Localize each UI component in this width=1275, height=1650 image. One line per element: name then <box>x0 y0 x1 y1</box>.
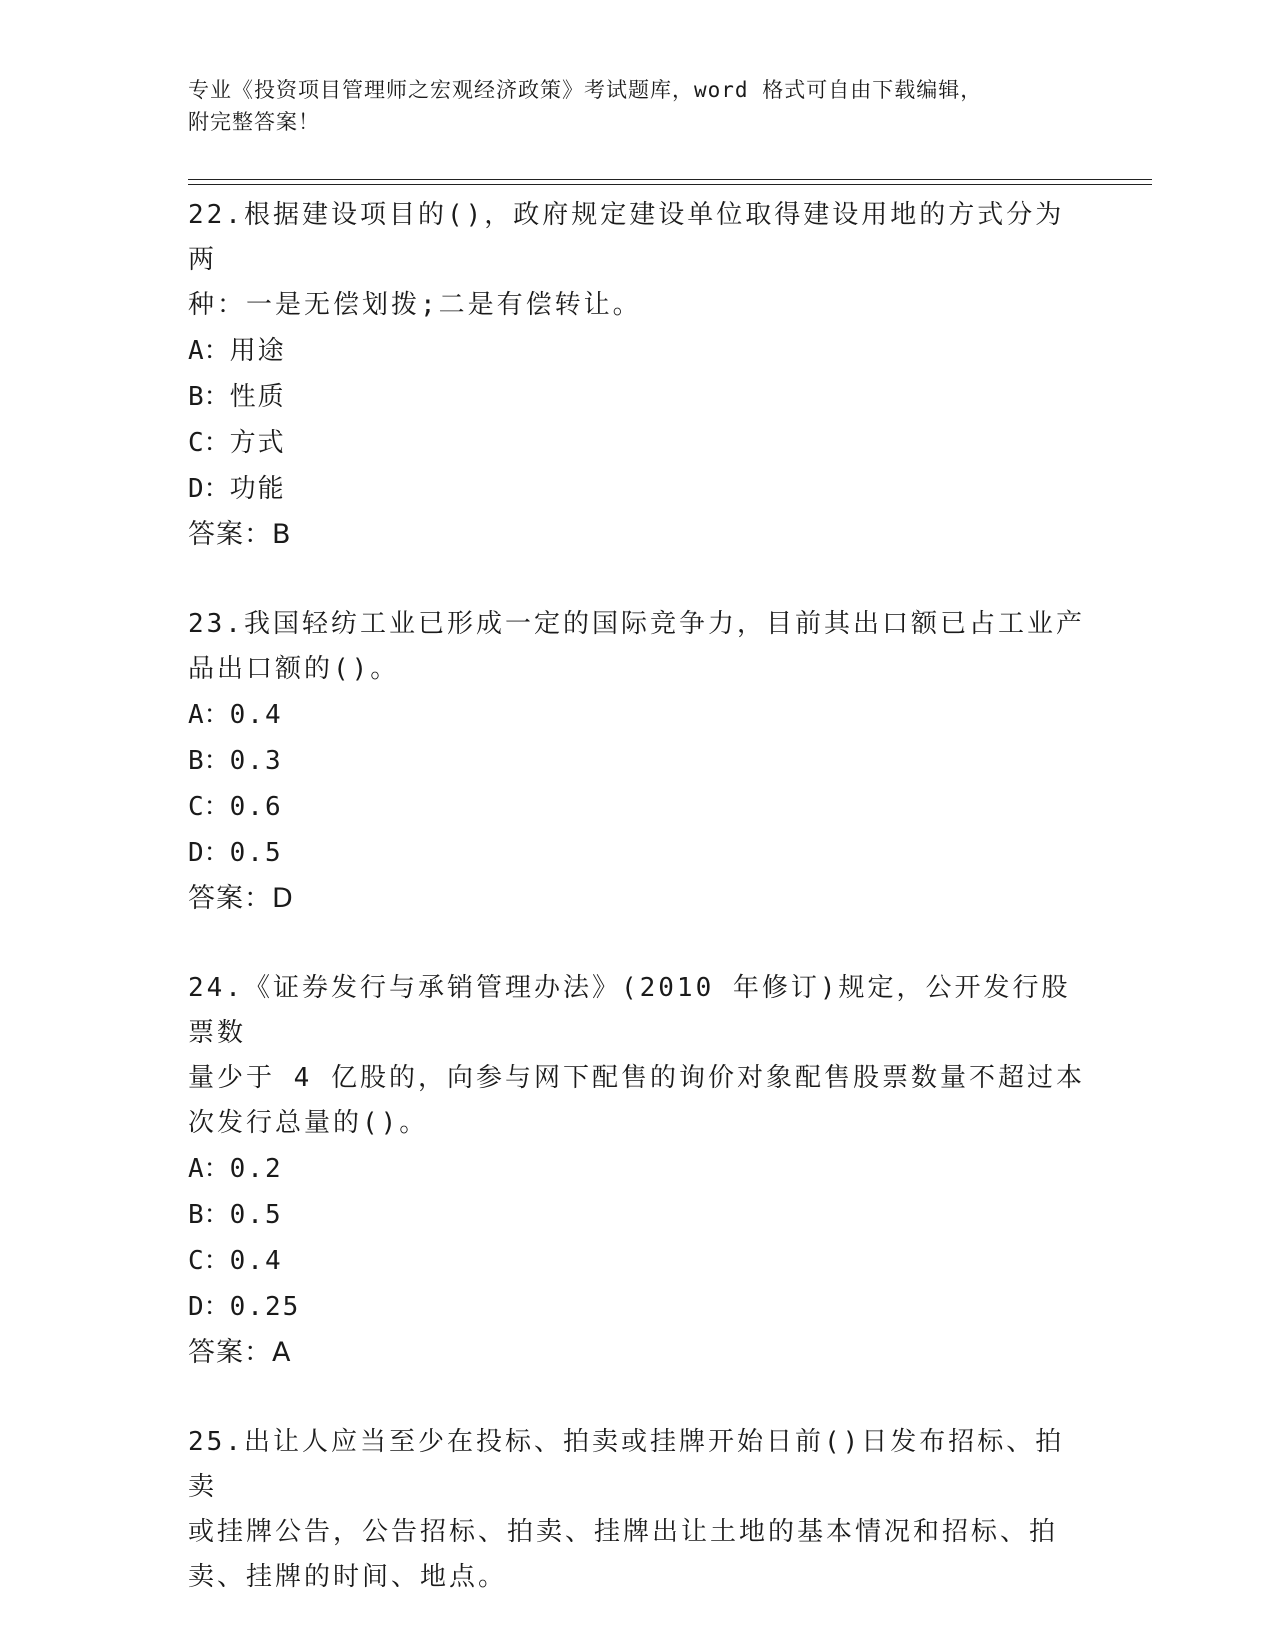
option-key: B： <box>188 382 230 412</box>
option-text: 性质 <box>229 382 286 412</box>
stem-line: 或挂牌公告，公告招标、拍卖、挂牌出让土地的基本情况和招标、拍 <box>188 1517 1059 1547</box>
header-divider-top <box>188 179 1152 180</box>
option-b <box>188 738 1088 784</box>
option-text: 0.25 <box>229 1292 301 1322</box>
option-key: D： <box>188 838 230 868</box>
stem-line: 24.《证券发行与承销管理办法》(2010 年修订)规定，公开发行股票数 <box>188 973 1071 1048</box>
stem-line: 卖、挂牌的时间、地点。 <box>188 1562 508 1592</box>
option-key: D： <box>188 1292 230 1322</box>
answer-line: 答案：A <box>188 1337 292 1368</box>
option-a <box>188 692 1088 738</box>
option-c <box>188 784 1088 830</box>
question-25 <box>188 1420 1088 1600</box>
stem-line: 23.我国轻纺工业已形成一定的国际竞争力，目前其出口额已占工业产 <box>188 609 1085 639</box>
question-23 <box>188 602 1088 922</box>
question-22 <box>188 193 1088 558</box>
option-text: 0.5 <box>229 838 283 868</box>
option-b <box>188 374 1088 420</box>
option-key: A： <box>188 1154 230 1184</box>
answer-line: 答案：B <box>188 519 292 550</box>
question-stem <box>188 1420 1088 1600</box>
option-a <box>188 328 1088 374</box>
header-line-1: 专业《投资项目管理师之宏观经济政策》考试题库，word 格式可自由下载编辑， <box>188 78 983 102</box>
option-text: 用途 <box>229 336 286 366</box>
stem-line: 次发行总量的()。 <box>188 1108 429 1138</box>
option-text: 0.4 <box>229 1246 283 1276</box>
option-key: D： <box>188 474 230 504</box>
option-text: 0.3 <box>229 746 283 776</box>
option-d <box>188 466 1088 512</box>
option-key: A： <box>188 700 230 730</box>
option-key: A： <box>188 336 230 366</box>
option-d <box>188 830 1088 876</box>
option-text: 方式 <box>229 428 286 458</box>
option-key: C： <box>188 428 230 458</box>
question-24 <box>188 966 1088 1376</box>
option-text: 0.5 <box>229 1200 283 1230</box>
question-stem <box>188 966 1088 1146</box>
option-text: 0.6 <box>229 792 283 822</box>
document-header <box>188 74 1088 138</box>
option-key: B： <box>188 746 230 776</box>
question-stem <box>188 602 1088 692</box>
stem-line: 25.出让人应当至少在投标、拍卖或挂牌开始日前()日发布招标、拍卖 <box>188 1427 1065 1502</box>
option-key: B： <box>188 1200 230 1230</box>
option-text: 0.2 <box>229 1154 283 1184</box>
stem-line: 22.根据建设项目的()，政府规定建设单位取得建设用地的方式分为两 <box>188 200 1065 275</box>
option-text: 功能 <box>229 474 286 504</box>
option-c <box>188 420 1088 466</box>
option-key: C： <box>188 792 230 822</box>
option-b <box>188 1192 1088 1238</box>
option-a <box>188 1146 1088 1192</box>
header-divider-bottom <box>188 184 1152 185</box>
header-line-2: 附完整答案！ <box>188 110 320 134</box>
stem-line: 品出口额的()。 <box>188 654 400 684</box>
stem-line: 量少于 4 亿股的，向参与网下配售的询价对象配售股票数量不超过本 <box>188 1063 1085 1093</box>
stem-line: 种：一是无偿划拨;二是有偿转让。 <box>188 290 642 320</box>
question-list <box>188 193 1088 1644</box>
option-text: 0.4 <box>229 700 283 730</box>
option-c <box>188 1238 1088 1284</box>
answer-line: 答案：D <box>188 883 294 914</box>
option-d <box>188 1284 1088 1330</box>
option-key: C： <box>188 1246 230 1276</box>
question-stem <box>188 193 1088 328</box>
